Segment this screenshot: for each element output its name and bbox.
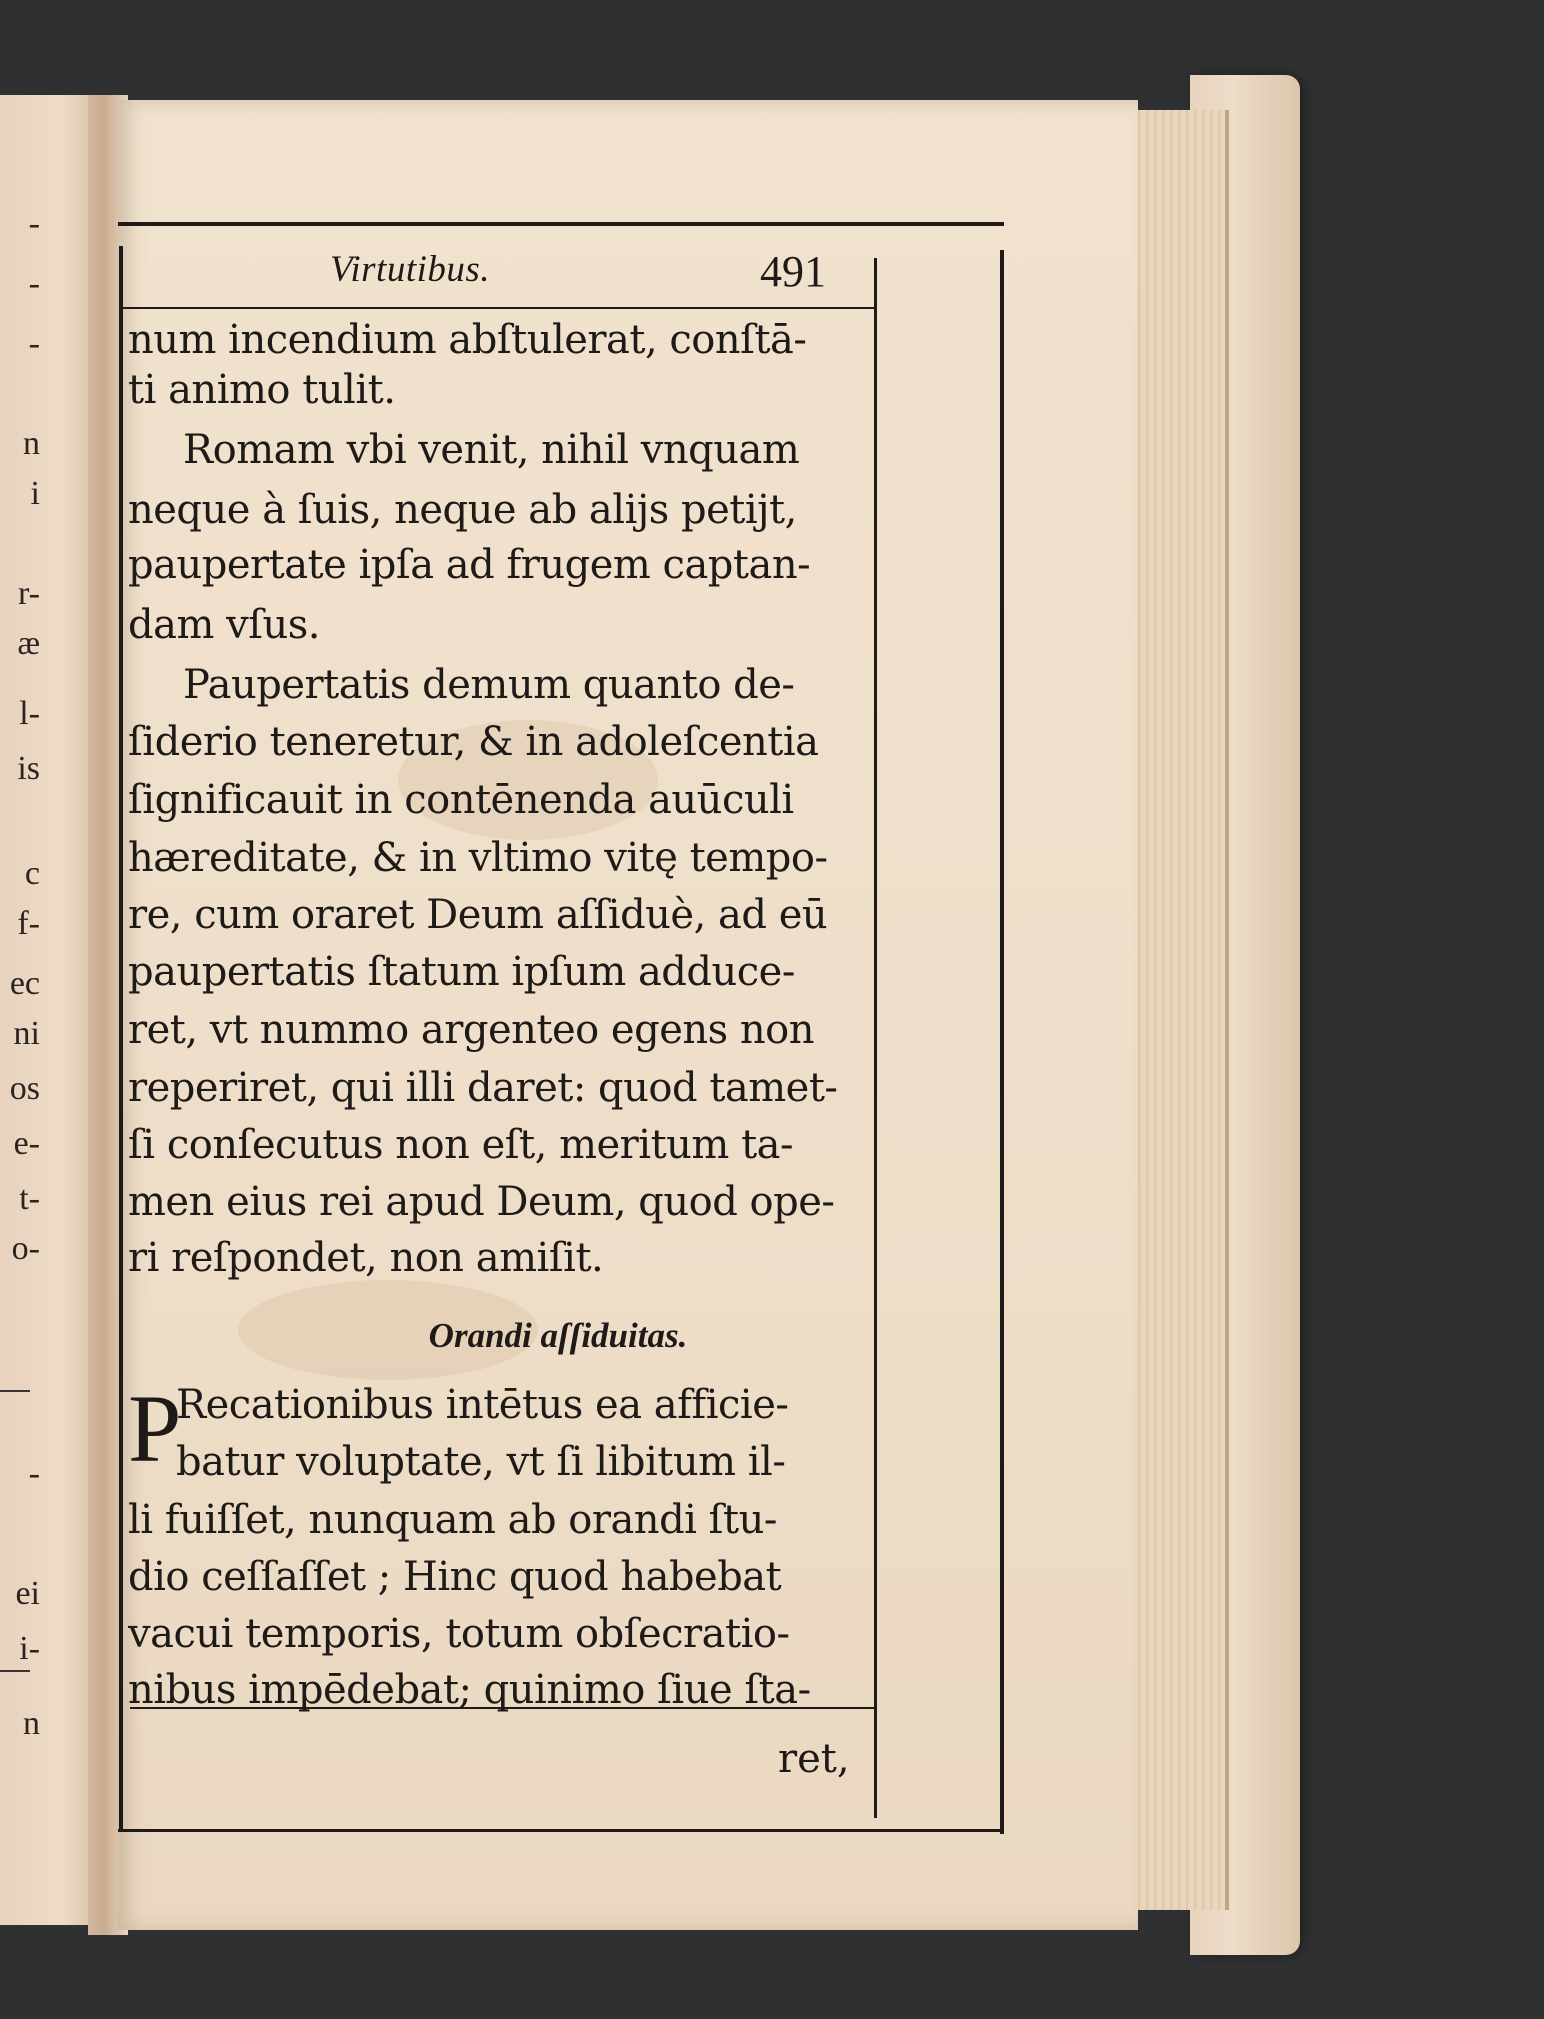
text-line: neque à ſuis, neque ab alijs petijt,	[128, 487, 797, 533]
text-line: nibus impēdebat; quinimo ſiue ſta-	[128, 1667, 811, 1713]
left-page-rule	[0, 1670, 30, 1672]
frame-top-rule	[118, 222, 1004, 226]
left-fragment: c	[24, 855, 40, 892]
page-edges	[1125, 110, 1229, 1910]
left-fragment: is	[17, 750, 40, 787]
text-line: re, cum oraret Deum aſſiduè, ad eū	[128, 892, 828, 938]
left-fragment: -	[28, 265, 40, 302]
left-fragment: i-	[19, 1630, 40, 1667]
left-fragment: æ	[17, 625, 40, 662]
text-line: hæreditate, & in vltimo vitę tempo-	[128, 835, 828, 881]
text-line: ſignificauit in contēnenda auūculi	[128, 777, 794, 823]
drop-initial: P	[128, 1375, 182, 1482]
text-line: paupertate ipſa ad frugem captan-	[128, 542, 811, 588]
left-fragment: ni	[13, 1015, 40, 1052]
page-number: 491	[760, 247, 826, 296]
left-page-rule	[0, 1390, 30, 1392]
text-line: Romam vbi venit, nihil vnquam	[183, 427, 800, 473]
left-fragment: n	[23, 1705, 40, 1742]
text-line: dam vſus.	[128, 602, 321, 648]
text-line: dio ceſſaſſet ; Hinc quod habebat	[128, 1554, 782, 1600]
text-line: ret, vt nummo argenteo egens non	[128, 1007, 814, 1053]
text-line: li fuiſſet, nunquam ab orandi ſtu-	[128, 1497, 777, 1543]
text-column-rule	[874, 258, 877, 1818]
text-line: ti animo tulit.	[128, 367, 396, 413]
text-line: Recationibus intētus ea afficie-	[176, 1382, 789, 1428]
left-fragment: ei	[15, 1575, 40, 1612]
left-fragment: ec	[9, 965, 40, 1002]
text-line: ſi conſecutus non eſt, meritum ta-	[128, 1122, 794, 1168]
left-fragment: -	[28, 1455, 40, 1492]
running-head: Virtutibus.	[330, 249, 491, 290]
text-line: ſiderio teneretur, & in adoleſcentia	[128, 719, 819, 765]
left-fragment: r-	[18, 575, 40, 612]
facing-left-page	[0, 95, 100, 1925]
section-subheading: Orandi aſſiduitas.	[428, 1316, 688, 1355]
text-line: ri reſpondet, non amiſit.	[128, 1235, 604, 1281]
left-fragment: f-	[17, 905, 40, 942]
left-fragment: l-	[19, 695, 40, 732]
frame-left-rule	[119, 246, 123, 1831]
text-line: men eius rei apud Deum, quod ope-	[128, 1179, 835, 1225]
text-line: num incendium abſtulerat, conſtā-	[128, 317, 807, 363]
left-fragment: n	[23, 425, 40, 462]
frame-right-rule	[1000, 250, 1004, 1834]
text-line: paupertatis ſtatum ipſum adduce-	[128, 949, 795, 995]
catchword: ret,	[778, 1736, 850, 1782]
text-line: batur voluptate, vt ſi libitum il-	[176, 1439, 786, 1485]
frame-bottom-rule	[118, 1829, 1004, 1832]
left-fragment: e-	[13, 1125, 40, 1162]
text-line: reperiret, qui illi daret: quod tamet-	[128, 1065, 838, 1111]
left-fragment: -	[28, 205, 40, 242]
left-fragment: -	[28, 325, 40, 362]
left-fragment: t-	[19, 1180, 40, 1217]
header-rule	[120, 307, 875, 309]
text-line: vacui temporis, totum obſecratio-	[128, 1611, 790, 1657]
left-fragment: o-	[11, 1230, 40, 1267]
left-fragment: i	[30, 475, 40, 512]
left-fragment: os	[9, 1070, 40, 1107]
text-line: Paupertatis demum quanto de-	[183, 662, 795, 708]
